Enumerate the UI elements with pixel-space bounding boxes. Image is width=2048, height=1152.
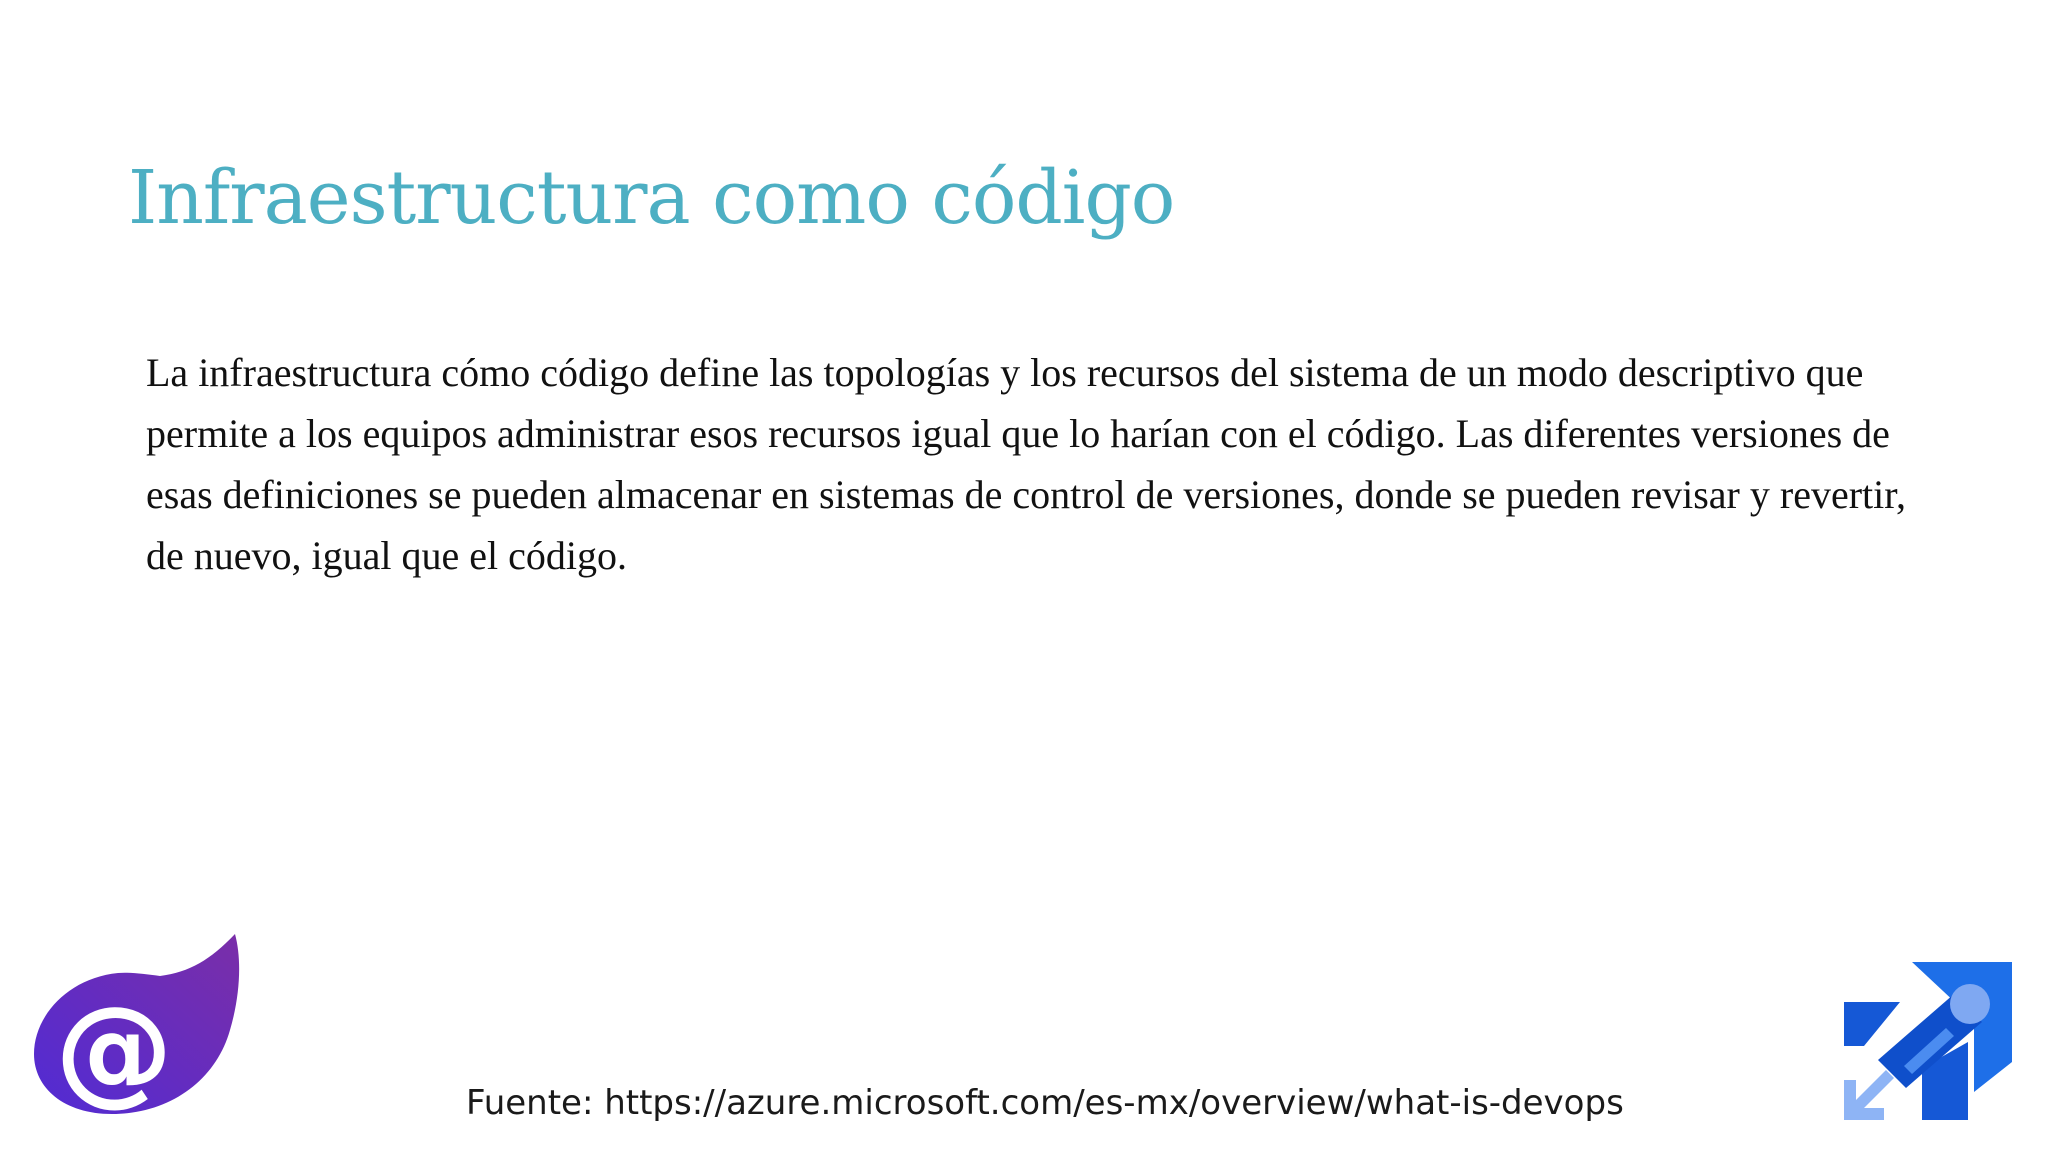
slide-title: Infraestructura como código	[128, 155, 1175, 241]
source-caption: Fuente: https://azure.microsoft.com/es-mx/overview/what-is-devops	[466, 1083, 1624, 1123]
blazor-at-symbol: @	[55, 980, 173, 1118]
pipelines-circle	[1950, 984, 1990, 1024]
blazor-logo-icon	[30, 930, 240, 1118]
azure-pipelines-logo-icon	[1842, 956, 2018, 1122]
slide-body-text: La infraestructura cómo código define las topologías y los recursos del sistema de un modo descriptivo que permite a los equipos administrar esos recursos igual que lo harían con el código. Las diferentes versiones de esas definiciones se pueden almacenar en sistemas de control de versiones, donde se pueden revisar y revertir, de nuevo, igual que el código.	[146, 350, 1906, 578]
pipelines-arrow-diagonal	[1852, 1070, 1894, 1112]
pipelines-left-wing	[1844, 1002, 1900, 1046]
